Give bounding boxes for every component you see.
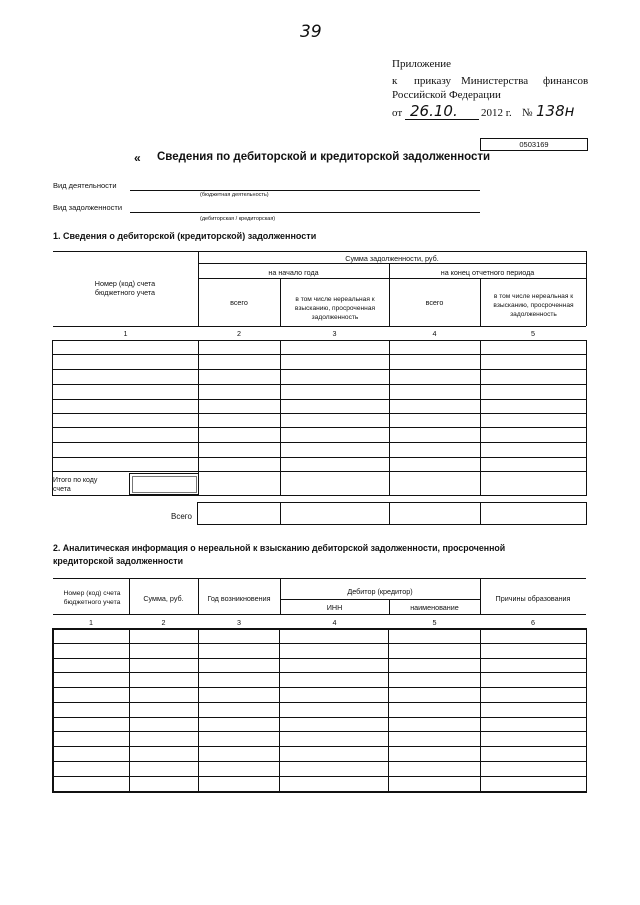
s2-grid-bottom (52, 791, 587, 793)
s2-colnum-6: 6 (531, 618, 535, 627)
s2-header-year: Год возникновения (207, 594, 271, 603)
s1-row-line (53, 369, 586, 370)
appendix-date-value: 26.10. (410, 102, 458, 120)
s2-colnum-1: 1 (89, 618, 93, 627)
debt-label: Вид задолженности (53, 203, 123, 212)
section1-title: 1. Сведения о дебиторской (кредиторской) задолженности (53, 231, 317, 241)
debt-line (130, 212, 480, 213)
s2-header-debtor: Дебитор (кредитор) (347, 587, 413, 596)
vsego-col-line (389, 502, 390, 525)
appendix-number-value: 138н (536, 102, 575, 120)
activity-line (130, 190, 480, 191)
date-underline (405, 119, 479, 120)
s2-hline-colnums (53, 614, 586, 615)
s1-hline-period (198, 278, 586, 279)
s2-colnum-5: 5 (432, 618, 437, 627)
s1-row-line (53, 457, 586, 458)
activity-hint: (бюджетная деятельность) (200, 192, 269, 198)
s1-header-start: на начало года (268, 268, 319, 277)
s1-header-account: Номер (код) счета бюджетного учета (94, 279, 156, 297)
s1-col-line (480, 340, 481, 495)
vsego-label: Всего (171, 512, 192, 521)
s2-row-line (53, 761, 586, 762)
s2-thick-block (279, 628, 389, 791)
activity-label: Вид деятельности (53, 181, 117, 190)
s2-row-line (53, 746, 586, 747)
vsego-col-line (480, 502, 481, 525)
s1-row-line (53, 442, 586, 443)
appendix-line2-word3: финансов (543, 75, 589, 87)
itogo-code-box-inner (132, 476, 197, 493)
s1-row-line (53, 427, 586, 428)
s2-row-line (53, 776, 586, 777)
s1-row-line (53, 471, 586, 472)
s1-row-line (53, 354, 586, 355)
appendix-line2-prefix: к (392, 75, 398, 87)
s2-colnum-4: 4 (332, 618, 337, 627)
appendix-line2-word1: приказу (414, 75, 451, 87)
appendix-number-prefix: № (522, 107, 533, 119)
s2-row-line (53, 672, 586, 673)
vsego-col-line (280, 502, 281, 525)
appendix-line1: Приложение (392, 58, 452, 70)
s1-colnum-2: 2 (237, 329, 241, 338)
s1-colnum-4: 4 (432, 329, 437, 338)
s1-colnum-3: 3 (332, 329, 337, 338)
s1-hline-colnums (53, 326, 586, 327)
s2-grid-right (586, 628, 587, 793)
s1-header-incl-end: в том числе нереальная к взысканию, просроченная задолженность (493, 293, 574, 318)
s1-header-total-end: всего (425, 298, 444, 307)
vsego-row (197, 502, 587, 525)
s1-header-total-start: всего (230, 298, 248, 307)
doc-title: Сведения по дебиторской и кредиторской задолженности (157, 151, 491, 163)
s1-col-line (389, 340, 390, 495)
s2-hline-debtor (280, 599, 480, 600)
s1-col-line (198, 340, 199, 495)
s1-colnum-1: 1 (123, 329, 128, 338)
s2-top-line (53, 578, 586, 579)
appendix-year: 2012 г. (481, 107, 512, 119)
s1-hline-sum (198, 263, 586, 264)
s1-header-incl-start: в том числе нереальная к взысканию, просроченная задолженность (294, 296, 376, 321)
form-code-box (480, 138, 588, 151)
s1-row-line (53, 384, 586, 385)
s2-colnum-2: 2 (161, 618, 166, 627)
s1-colnum-5: 5 (531, 329, 535, 338)
itogo-label-text: Итого по коду счета (53, 477, 98, 493)
s2-row-line (53, 731, 586, 732)
s2-col-line (198, 628, 199, 793)
s1-vline-2 (280, 278, 281, 326)
section2-title-line2: кредиторской задолженности (53, 556, 183, 566)
s2-grid-left (52, 628, 54, 793)
form-code: 0503169 (519, 140, 549, 149)
appendix-line3: Российской Федерации (392, 89, 501, 101)
appendix-line2-word2: Министерства (461, 75, 529, 87)
s2-col-line (129, 628, 130, 793)
s2-colnum-3: 3 (237, 618, 241, 627)
s1-top-line (53, 251, 586, 252)
s2-header-reasons: Причины образования (495, 594, 571, 603)
s1-header-sum: Сумма задолженности, руб. (345, 254, 439, 263)
itogo-label (53, 476, 113, 494)
debt-hint: (дебиторская / кредиторская) (200, 216, 276, 222)
s1-header-end: на конец отчетного периода (440, 268, 535, 277)
s2-col-line (480, 628, 481, 793)
s2-header-account: Номер (код) счета бюджетного учета (63, 590, 121, 606)
s1-vline-4 (480, 278, 481, 326)
appendix-date-prefix: от (392, 107, 403, 119)
s2-row-line (53, 717, 586, 718)
s2-header-inn: ИНН (326, 603, 343, 612)
section2-title-line1: 2. Аналитическая информация о нереальной к взысканию дебиторской задолженности, просроченной (53, 543, 506, 553)
s1-col-line (280, 340, 281, 495)
doc-title-quote: « (134, 151, 141, 165)
s2-header-sum: Сумма, руб. (143, 594, 184, 603)
s2-row-line (53, 643, 586, 644)
page-number: 39 (300, 22, 322, 42)
s2-row-line (53, 702, 586, 703)
s1-vline-right (586, 251, 587, 326)
s1-row-line (53, 399, 586, 400)
s2-header-name: наименование (410, 603, 459, 612)
s1-row-line (53, 413, 586, 414)
s2-row-line (53, 687, 586, 688)
s2-row-line (53, 658, 586, 659)
